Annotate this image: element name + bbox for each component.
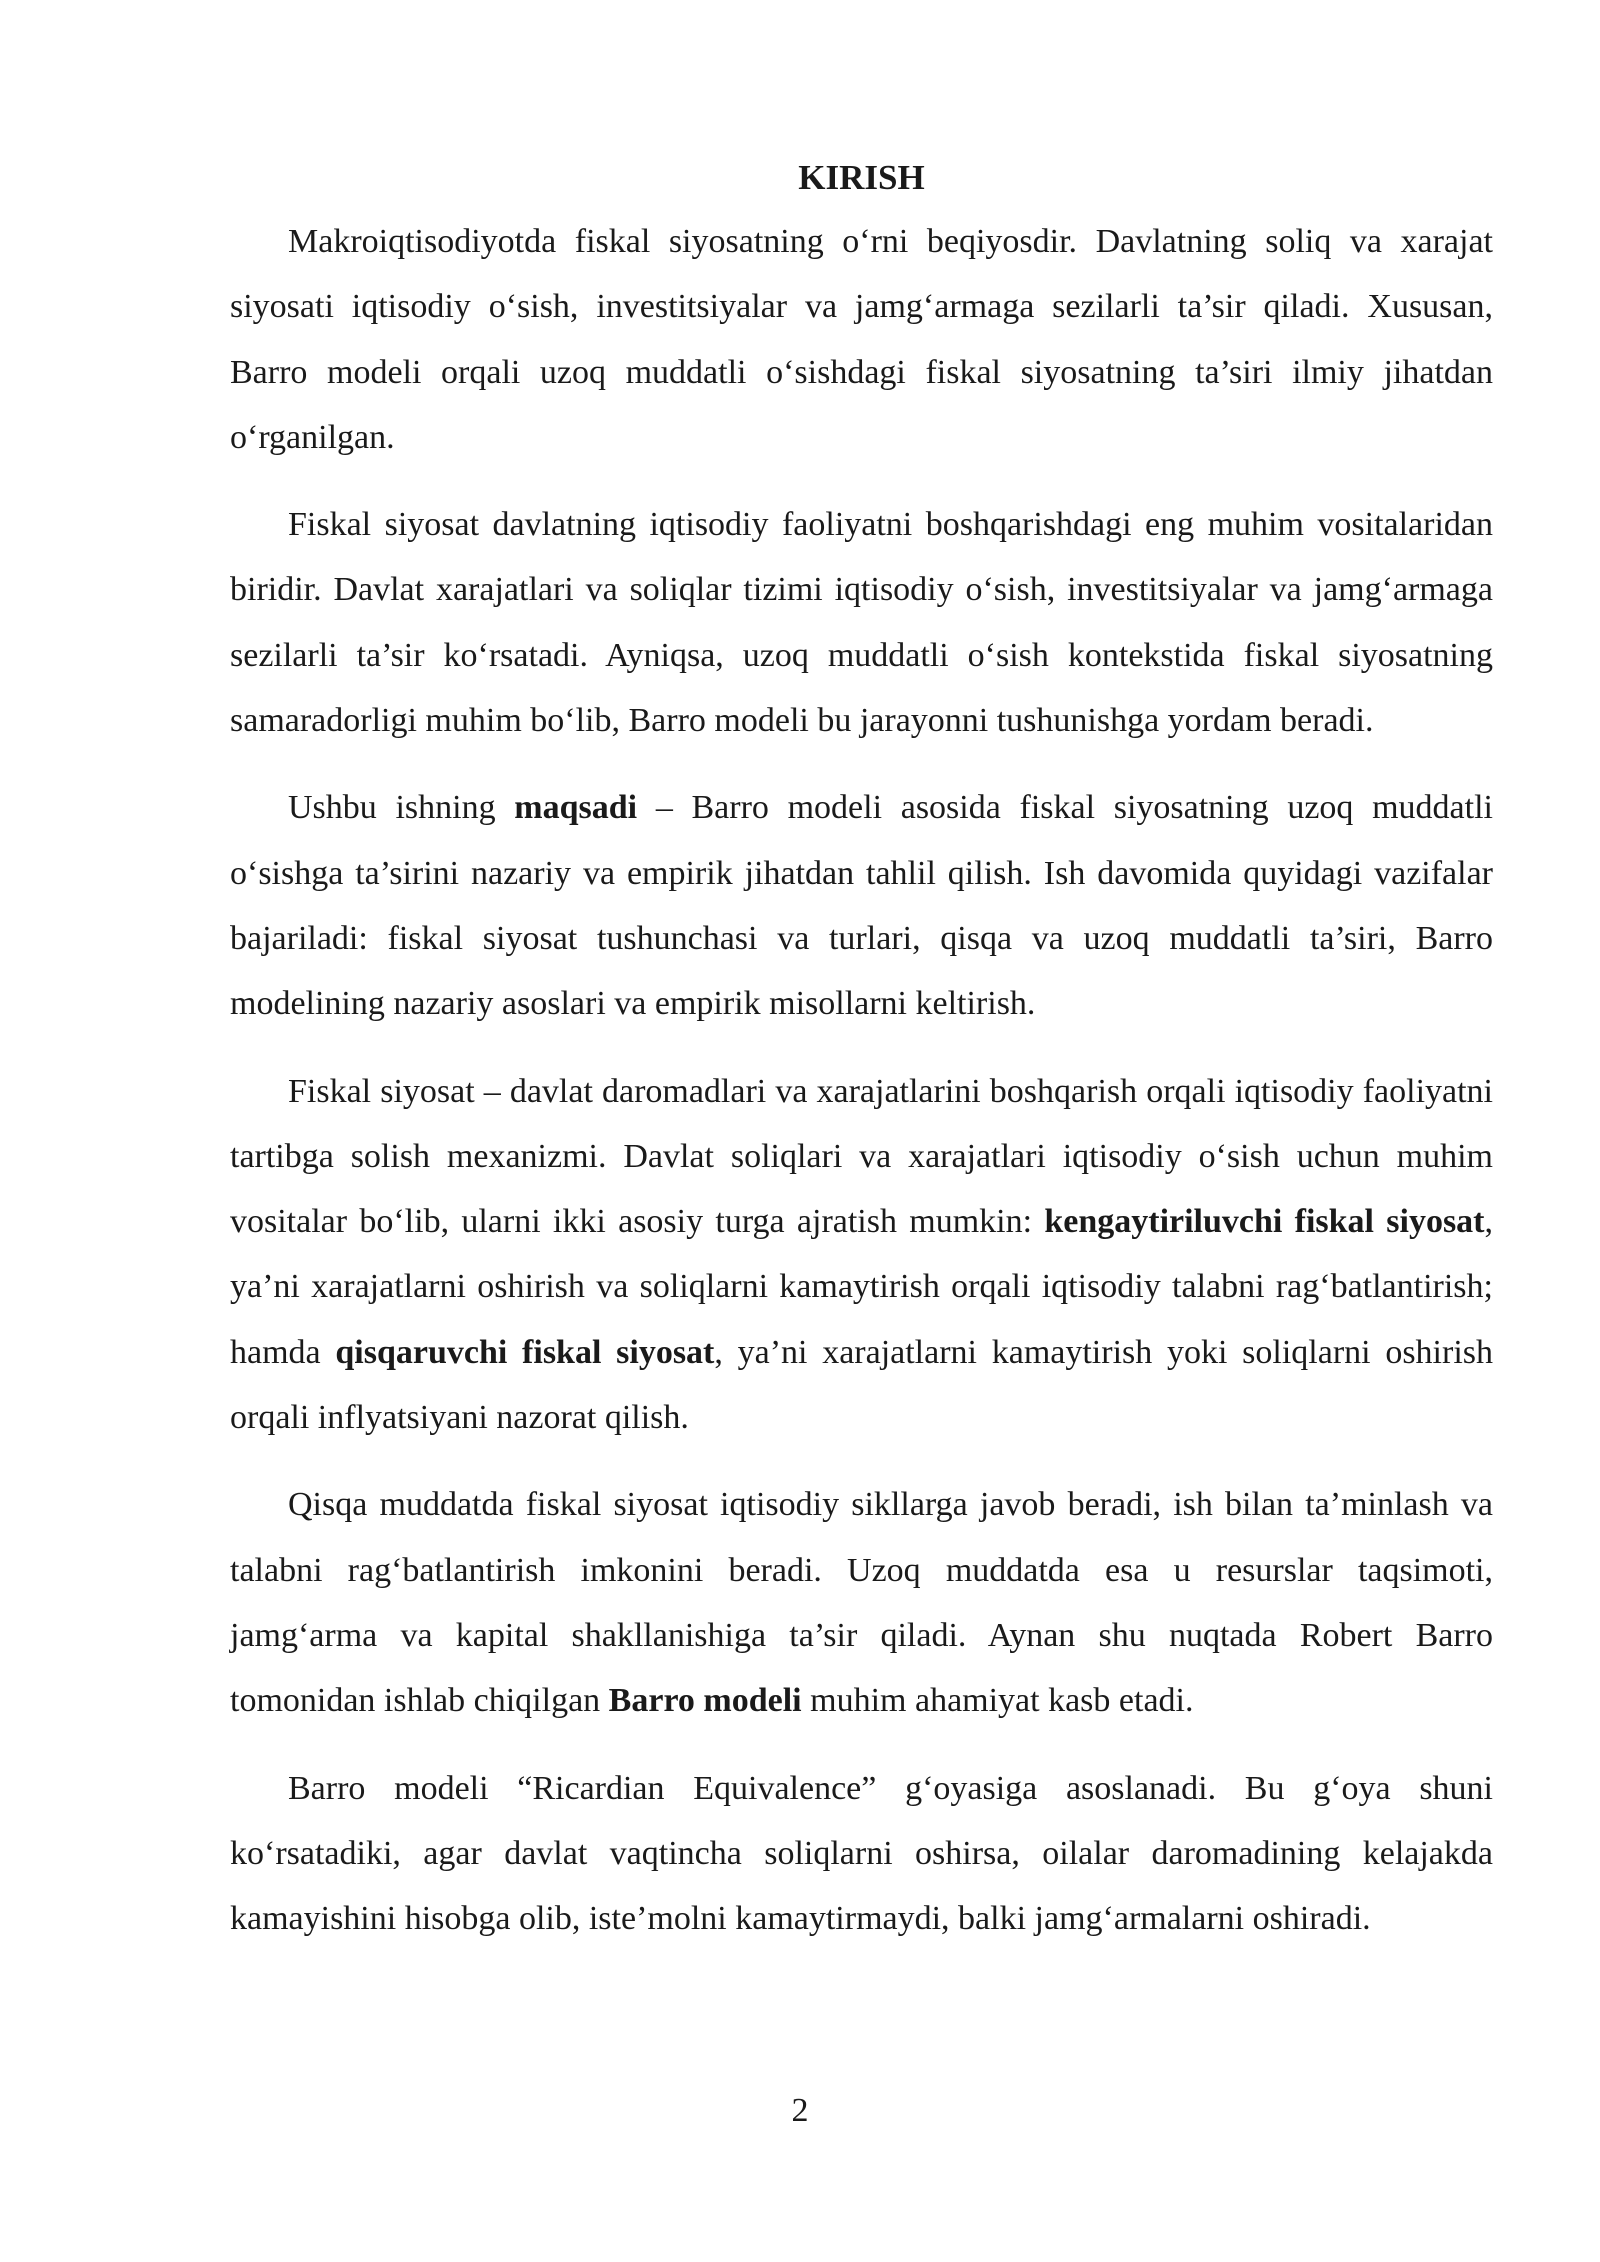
page-title: KIRISH bbox=[798, 158, 925, 197]
bold-term-expansionary: kengaytiriluvchi fiskal siyosat bbox=[1044, 1203, 1485, 1241]
paragraph-text: Fiskal siyosat – davlat daromadlari va xarajatlarini boshqarish orqali iqtisodiy faoliyatni tartibga solish mexanizmi. Davlat soliqlari va xarajatlari iqtisodiy o‘sish uchun muhim vositalar bo‘lib, ularni ikki asosiy turga ajratish mumkin: bbox=[230, 1072, 1493, 1241]
bold-term-maqsadi: maqsadi bbox=[514, 789, 638, 827]
paragraph-text: , ya’ni xarajatlarni oshirish va soliqlarni kamaytirish orqali iqtisodiy talabni rag‘batlantirish; hamda bbox=[230, 1203, 1494, 1371]
paragraph-1 bbox=[230, 209, 1493, 470]
paragraph-text: , ya’ni xarajatlarni kamaytirish yoki soliqlarni oshirish orqali inflyatsiyani nazorat qilish. bbox=[230, 1333, 1493, 1437]
paragraph-text: Barro modeli “Ricardian Equivalence” g‘oyasiga asoslanadi. Bu g‘oya shuni ko‘rsatadiki, agar davlat vaqtincha soliqlarni oshirsa, oilalar daromadining kelajakda kamayishini hisobga olib, iste’molni kamaytirmaydi, balki jamg‘armalarni oshiradi. bbox=[230, 1769, 1493, 1938]
document-page bbox=[230, 155, 1493, 1973]
paragraph-text: Makroiqtisodiyotda fiskal siyosatning o‘rni beqiyosdir. Davlatning soliq va xarajat siyosati iqtisodiy o‘sish, investitsiyalar va jamg‘armaga sezilarli ta’sir qiladi. Xususan, Barro modeli orqali uzoq muddatli o‘sishdagi fiskal siyosatning ta’siri ilmiy jihatdan o‘rganilgan. bbox=[230, 223, 1493, 456]
paragraph-4 bbox=[230, 1059, 1493, 1451]
paragraph-text: Fiskal siyosat davlatning iqtisodiy faoliyatni boshqarishdagi eng muhim vositalaridan biridir. Davlat xarajatlari va soliqlar tizimi iqtisodiy o‘sish, investitsiyalar va jamg‘armaga sezilarli ta’sir ko‘rsatadi. Ayniqsa, uzoq muddatli o‘sish kontekstida fiskal siyosatning samaradorligi muhim bo‘lib, Barro modeli bu jarayonni tushunishga yordam beradi. bbox=[230, 506, 1493, 740]
page-number: 2 bbox=[791, 2092, 809, 2129]
bold-term-barro-model: Barro modeli bbox=[608, 1682, 802, 1720]
paragraph-text: – Barro modeli asosida fiskal siyosatning uzoq muddatli o‘sishga ta’sirini nazariy va empirik jihatdan tahlil qilish. Ish davomida quyidagi vazifalar bajariladi: fiskal siyosat tushunchasi va turlari, qisqa va uzoq muddatli ta’siri, Barro modelining nazariy asoslari va empirik misollarni keltirish. bbox=[230, 789, 1493, 1023]
paragraph-5 bbox=[230, 1472, 1493, 1733]
paragraph-text: Ushbu ishning bbox=[288, 789, 515, 827]
paragraph-3 bbox=[230, 775, 1493, 1036]
bold-term-contractionary: qisqaruvchi fiskal siyosat bbox=[335, 1333, 715, 1371]
paragraph-2 bbox=[230, 492, 1493, 753]
paragraph-text: muhim ahamiyat kasb etadi. bbox=[801, 1682, 1194, 1720]
paragraph-6 bbox=[230, 1756, 1493, 1952]
paragraph-text: Qisqa muddatda fiskal siyosat iqtisodiy sikllarga javob beradi, ish bilan ta’minlash va talabni rag‘batlantirish imkonini beradi. Uzoq muddatda esa u resurslar taqsimoti, jamg‘arma va kapital shakllanishiga ta’sir qiladi. Aynan shu nuqtada Robert Barro tomonidan ishlab chiqilgan bbox=[230, 1486, 1493, 1720]
